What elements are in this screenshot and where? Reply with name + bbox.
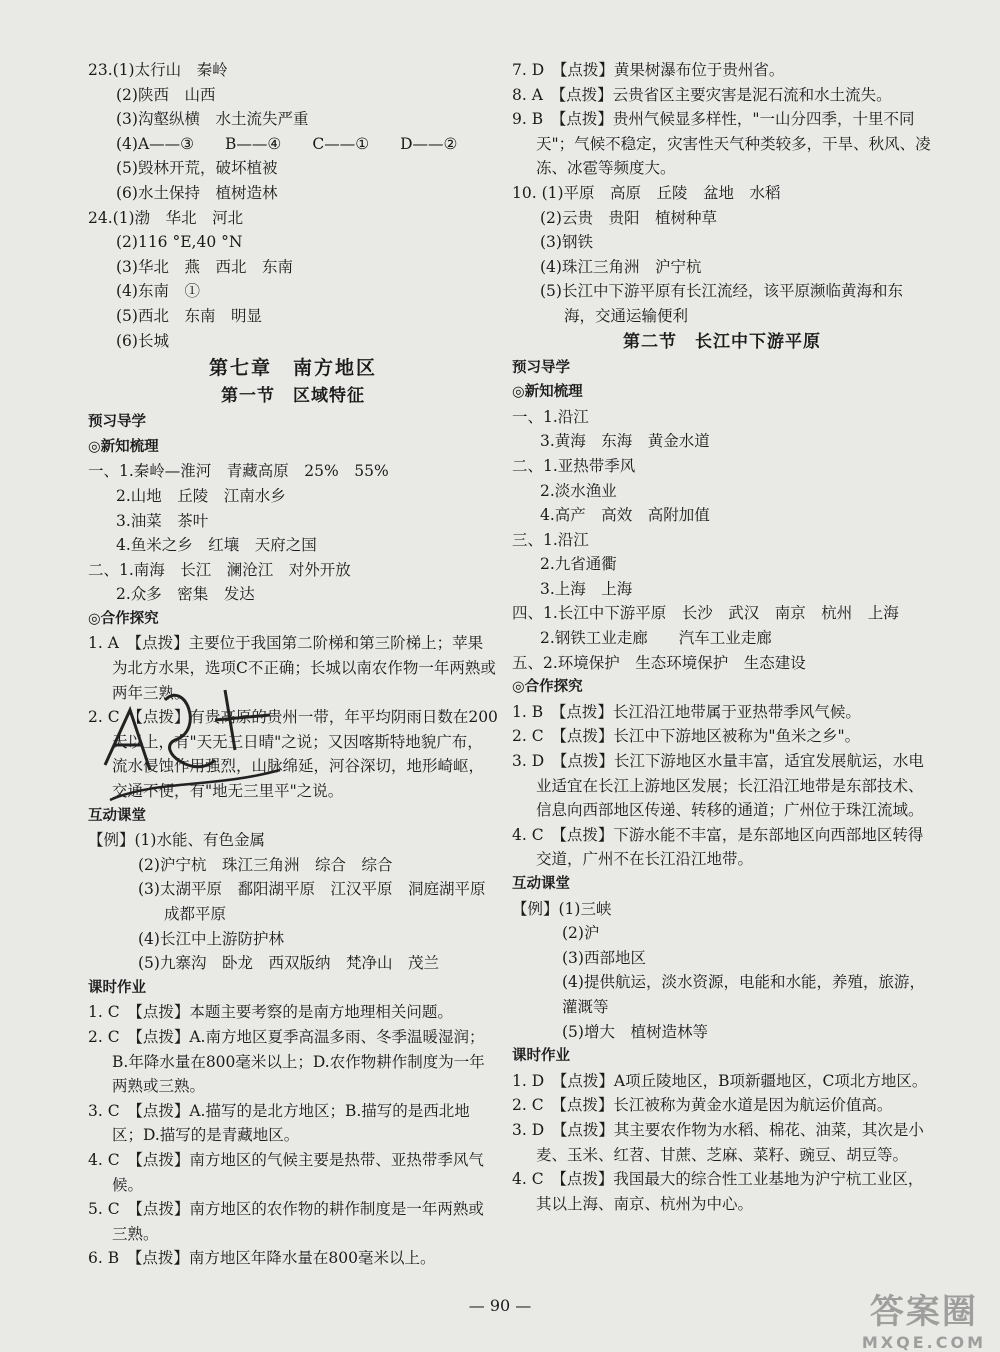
answer-line: (4)珠江三角洲 沪宁杭: [540, 257, 702, 276]
knowledge-line: 2.淡水渔业: [540, 481, 617, 500]
watermark-domain: MXQE.COM: [861, 1333, 986, 1352]
answer-line: 7. D 【点拨】黄果树瀑布位于贵州省。: [512, 61, 785, 79]
homework-answer: 4. C 【点拨】南方地区的气候主要是热带、亚热带季风气候。: [88, 1150, 484, 1194]
knowledge-line: 二、1.亚热带季风: [512, 456, 636, 475]
answer-line: (6)长城: [116, 331, 169, 350]
cooperate-answer: 1. A 【点拨】主要位于我国第二阶梯和第三阶梯上；苹果为北方水果，选项C不正确；长城以南农作物一年两熟或两年三熟。: [88, 634, 496, 702]
cooperate-heading: ◎合作探究: [512, 678, 583, 696]
knowledge-line: 四、1.长江中下游平原 长沙 武汉 南京 杭州 上海: [512, 604, 899, 623]
homework-answer: 1. D 【点拨】A项丘陵地区，B项新疆地区，C项北方地区。: [512, 1071, 928, 1090]
knowledge-line: 2.山地 丘陵 江南水乡: [116, 486, 286, 505]
answer-line: 23.(1)太行山 秦岭: [88, 61, 228, 79]
knowledge-line: 二、1.南海 长江 澜沧江 对外开放: [88, 560, 351, 579]
knowledge-line: 2.众多 密集 发达: [116, 585, 255, 604]
cooperate-answer: 4. C 【点拨】下游水能不丰富，是东部地区向西部地区转得交道，广州不在长江沿江地带。: [512, 825, 924, 869]
handwriting-scribble: [95, 670, 295, 810]
example-line: 成都平原: [164, 905, 227, 923]
answer-line: (2)云贵 贵阳 植树种草: [540, 208, 717, 227]
answer-line: (4)A——③ B——④ C——① D——②: [116, 134, 458, 153]
answer-line: (3)钢铁: [540, 233, 593, 252]
homework-heading: 课时作业: [88, 978, 146, 996]
cooperate-answer: 1. B 【点拨】长江沿江地带属于亚热带季风气候。: [512, 702, 861, 721]
homework-answer: 1. C 【点拨】本题主要考察的是南方地理相关问题。: [88, 1003, 453, 1022]
knowledge-line: 五、2.环境保护 生态环境保护 生态建设: [512, 653, 806, 672]
answer-line: 9. B 【点拨】贵州气候显多样性，"一山分四季，十里不同天"；气候不稳定，灾害性天气种类较多，干旱、秋风、凌冻、冰雹等频度大。: [512, 110, 931, 178]
answer-line: (4)东南 ①: [116, 282, 200, 301]
section-title: 第一节 区域特征: [221, 386, 365, 407]
example-line: (5)增大 植树造林等: [562, 1022, 708, 1041]
knowledge-line: 一、1.沿江: [512, 407, 589, 426]
answer-line: (3)沟壑纵横 水土流失严重: [116, 110, 309, 129]
answer-line: (5)毁林开荒，破坏植被: [116, 159, 278, 178]
left-column: [88, 58, 498, 1271]
page-number: — 90 —: [468, 1296, 532, 1315]
preview-heading: 预习导学: [512, 358, 570, 376]
homework-answer: 2. C 【点拨】长江被称为黄金水道是因为航运价值高。: [512, 1096, 893, 1115]
answer-line: (3)华北 燕 西北 东南: [116, 257, 293, 276]
answer-line: (2)116 °E,40 °N: [116, 233, 243, 252]
knowledge-line: 4.高产 高效 高附加值: [540, 506, 710, 525]
knowledge-line: 3.油菜 茶叶: [116, 511, 209, 530]
right-column: [512, 58, 932, 1216]
example-line: (3)西部地区: [562, 948, 646, 967]
cooperate-heading: ◎合作探究: [88, 609, 159, 627]
chapter-title: 第七章 南方地区: [208, 357, 377, 380]
example-line: 【例】(1)三峡: [512, 899, 612, 918]
example-line: (2)沪宁杭 珠江三角洲 综合 综合: [138, 855, 393, 874]
homework-answer: 6. B 【点拨】南方地区年降水量在800毫米以上。: [88, 1249, 436, 1268]
homework-heading: 课时作业: [512, 1047, 570, 1065]
interactive-heading: 互动课堂: [88, 806, 146, 824]
new-knowledge-heading: ◎新知梳理: [88, 437, 159, 455]
cooperate-answer: 3. D 【点拨】长江下游地区水量丰富，适宜发展航运，水电业适宜在长江上游地区发展；长江沿江地带是东部技术、信息向西部地区传递、转移的通道；广州位于珠江流域。: [512, 752, 924, 820]
homework-answer: 4. C 【点拨】我国最大的综合性工业基地为沪宁杭工业区，其以上海、南京、杭州为中心。: [512, 1170, 924, 1213]
knowledge-line: 2.钢铁工业走廊 汽车工业走廊: [540, 629, 772, 648]
answer-line: 24.(1)渤 华北 河北: [88, 208, 244, 227]
example-line: (4)提供航运，淡水资源，电能和水能，养殖，旅游，灌溉等: [562, 973, 925, 1016]
section-title: 第二节 长江中下游平原: [623, 331, 821, 352]
example-line: (2)沪: [562, 924, 600, 943]
example-line: 【例】(1)水能、有色金属: [88, 831, 265, 850]
example-line: (3)太湖平原 鄱阳湖平原 江汉平原 洞庭湖平原: [138, 880, 486, 899]
knowledge-line: 三、1.沿江: [512, 530, 589, 549]
homework-answer: 3. C 【点拨】A.描写的是北方地区；B.描写的是西北地区；D.描写的是青藏地区。: [88, 1101, 470, 1145]
knowledge-line: 4.鱼米之乡 红壤 天府之国: [116, 536, 317, 555]
answer-line: (6)水土保持 植树造林: [116, 183, 278, 202]
example-line: (5)九寨沟 卧龙 西双版纳 梵净山 茂兰: [138, 954, 439, 973]
answer-line: (5)西北 东南 明显: [116, 306, 262, 325]
knowledge-line: 一、1.秦岭—淮河 青藏高原 25% 55%: [88, 462, 389, 481]
answer-line: (5)长江中下游平原有长江流经，该平原濒临黄海和东海，交通运输便利: [540, 282, 903, 325]
answer-line: 10. (1)平原 高原 丘陵 盆地 水稻: [512, 183, 781, 202]
watermark-logo: [862, 1284, 986, 1352]
cooperate-answer: 2. C 【点拨】长江中下游地区被称为"鱼米之乡"。: [512, 727, 861, 746]
answer-line: 8. A 【点拨】云贵省区主要灾害是泥石流和水土流失。: [512, 85, 892, 104]
watermark-brand: 答案圈: [869, 1292, 978, 1332]
new-knowledge-heading: ◎新知梳理: [512, 383, 583, 401]
knowledge-line: 3.上海 上海: [540, 579, 633, 598]
example-line: (4)长江中上游防护林: [138, 929, 284, 948]
preview-heading: 预习导学: [88, 413, 146, 431]
interactive-heading: 互动课堂: [512, 875, 570, 892]
knowledge-line: 3.黄海 东海 黄金水道: [540, 432, 710, 451]
homework-answer: 3. D 【点拨】其主要农作物为水稻、棉花、油菜，其次是小麦、玉米、红苕、甘蔗、芝麻、菜籽、豌豆、胡豆等。: [512, 1120, 924, 1164]
cooperate-answer: 2. C 【点拨】有贵高原的贵州一带，年平均阴雨日数在200天以上，有"天无三日晴"之说；又因喀斯特地貌广布，流水侵蚀作用强烈，山脉绵延，河谷深切，地形崎岖，交通不便，有"地无三里平"之说。: [88, 708, 498, 801]
homework-answer: 2. C 【点拨】A.南方地区夏季高温多雨、冬季温暖湿润；B.年降水量在800毫米以上；D.农作物耕作制度为一年两熟或三熟。: [88, 1027, 485, 1096]
answer-line: (2)陕西 山西: [116, 85, 216, 104]
knowledge-line: 2.九省通衢: [540, 555, 617, 574]
homework-answer: 5. C 【点拨】南方地区的农作物的耕作制度是一年两熟或三熟。: [88, 1200, 484, 1243]
